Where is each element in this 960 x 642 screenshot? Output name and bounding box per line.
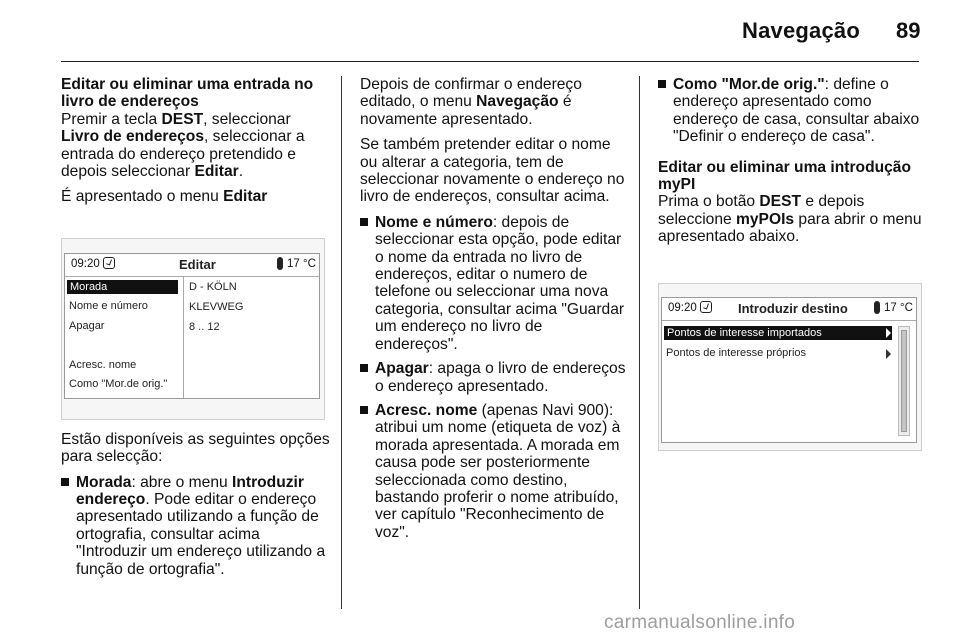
- temperature: 17 °C: [884, 302, 913, 314]
- menu-item-nome-numero[interactable]: Nome e número: [69, 300, 148, 312]
- scrollbar-thumb[interactable]: [901, 330, 907, 432]
- bullet-square-icon: [360, 364, 368, 372]
- menu-item-mor-orig[interactable]: Como "Mor.de orig.": [69, 378, 168, 390]
- display-frame: [64, 253, 320, 399]
- column-divider-2: [639, 76, 640, 609]
- chevron-right-icon: [886, 328, 891, 338]
- header-rule: [61, 61, 919, 62]
- display-topbar: [662, 298, 916, 320]
- page-header: [0, 0, 960, 62]
- topbar-divider: [662, 320, 916, 321]
- pane-divider: [183, 277, 184, 398]
- poi-menu-list: [664, 324, 896, 436]
- paragraph-options: Estão disponíveis as seguintes opções para selecção:: [61, 430, 330, 466]
- address-number: 8 .. 12: [189, 321, 220, 333]
- address-details: [187, 278, 317, 396]
- menu-item-apagar[interactable]: Apagar: [69, 320, 105, 332]
- column-divider-1: [341, 76, 342, 609]
- page-title: Navegação: [742, 18, 860, 43]
- paragraph-edit-name: Se também pretender editar o nome ou alterar a categoria, tem de seleccionar novamente o endereço no livro de endereços, consultar acima.: [360, 136, 625, 206]
- watermark: carmanualsonline.info: [604, 612, 796, 633]
- chevron-right-icon: [886, 349, 891, 359]
- bullet-square-icon: [658, 80, 666, 88]
- display-topbar: [65, 254, 319, 276]
- display-title: Editar: [179, 257, 216, 272]
- column-3: [658, 76, 928, 254]
- bullet-square-icon: [360, 406, 368, 414]
- paragraph-instructions: Premir a tecla DEST, seleccionar Livro de endereços, seleccionar a entrada do endereço pretendido e depois seleccionar Editar.: [61, 110, 305, 181]
- menu-item-acresc-nome[interactable]: Acresc. nome: [69, 359, 137, 371]
- display-frame: [661, 297, 917, 443]
- address-street: KLEVWEG: [189, 301, 244, 313]
- edit-menu-list: [67, 278, 182, 396]
- section-heading-edit-address: Editar ou eliminar uma entrada no livro de endereços: [61, 76, 314, 111]
- screen-editar: [61, 238, 325, 420]
- page-number: 89: [896, 18, 921, 43]
- paragraph-menu-shown: É apresentado o menu Editar: [61, 188, 268, 206]
- clock-time: 09:20: [668, 302, 697, 314]
- temperature: 17 °C: [287, 258, 316, 270]
- clock-time: 09:20: [71, 258, 100, 270]
- bullet-square-icon: [61, 478, 69, 486]
- bullet-apagar: Apagar: apaga o livro de endereços o endereço apresentado.: [360, 360, 626, 395]
- address-city: D - KÖLN: [189, 281, 237, 293]
- bullet-acresc-nome: Acresc. nome (apenas Navi 900): atribui um nome (etiqueta de voz) à morada apresentada. A morada em causa pode ser posteriormente seleccionada como destino, bastando proferir o nome atribuído, ver capítulo "Reconhecimento de voz".: [360, 402, 626, 541]
- scrollbar[interactable]: [898, 326, 910, 436]
- section-heading-edit-mypi: Editar ou eliminar uma introdução myPI: [658, 158, 912, 194]
- menu-item-pontos-importados[interactable]: Pontos de interesse importados: [664, 326, 892, 340]
- clock-icon: [700, 301, 712, 313]
- thermometer-icon: [277, 257, 283, 270]
- paragraph-mypois: Prima o botão DEST e depois seleccione myPOIs para abrir o menu apresentado abaixo.: [658, 193, 922, 246]
- screen-introduzir-destino: [658, 283, 922, 451]
- column-2: [360, 76, 626, 548]
- bullet-morada: Morada: abre o menu Introduzir endereço. Pode editar o endereço apresentado utilizando a função de ortografia, consultar acima "Introduzir um endereço utilizando a função de ortografia".: [61, 474, 333, 578]
- bullet-square-icon: [360, 218, 368, 226]
- bullet-nome-numero: Nome e número: depois de seleccionar esta opção, pode editar o nome da entrada no livro de endereços, editar o numero de telefone ou seleccionar uma nova categoria, consultar acima "Guardar um endereço no livro de endereços".: [360, 214, 626, 353]
- thermometer-icon: [874, 301, 880, 314]
- menu-item-pontos-proprios[interactable]: Pontos de interesse próprios: [666, 347, 807, 359]
- topbar-divider: [65, 276, 319, 277]
- bullet-mor-orig: Como "Mor.de orig.": define o endereço apresentado como endereço de casa, consultar abaixo "Definir o endereço de casa".: [658, 76, 928, 146]
- clock-icon: [103, 257, 115, 269]
- display-title: Introduzir destino: [738, 301, 848, 316]
- menu-item-morada[interactable]: Morada: [67, 280, 178, 294]
- paragraph-confirm: Depois de confirmar o endereço editado, o menu Navegação é novamente apresentado.: [360, 76, 582, 128]
